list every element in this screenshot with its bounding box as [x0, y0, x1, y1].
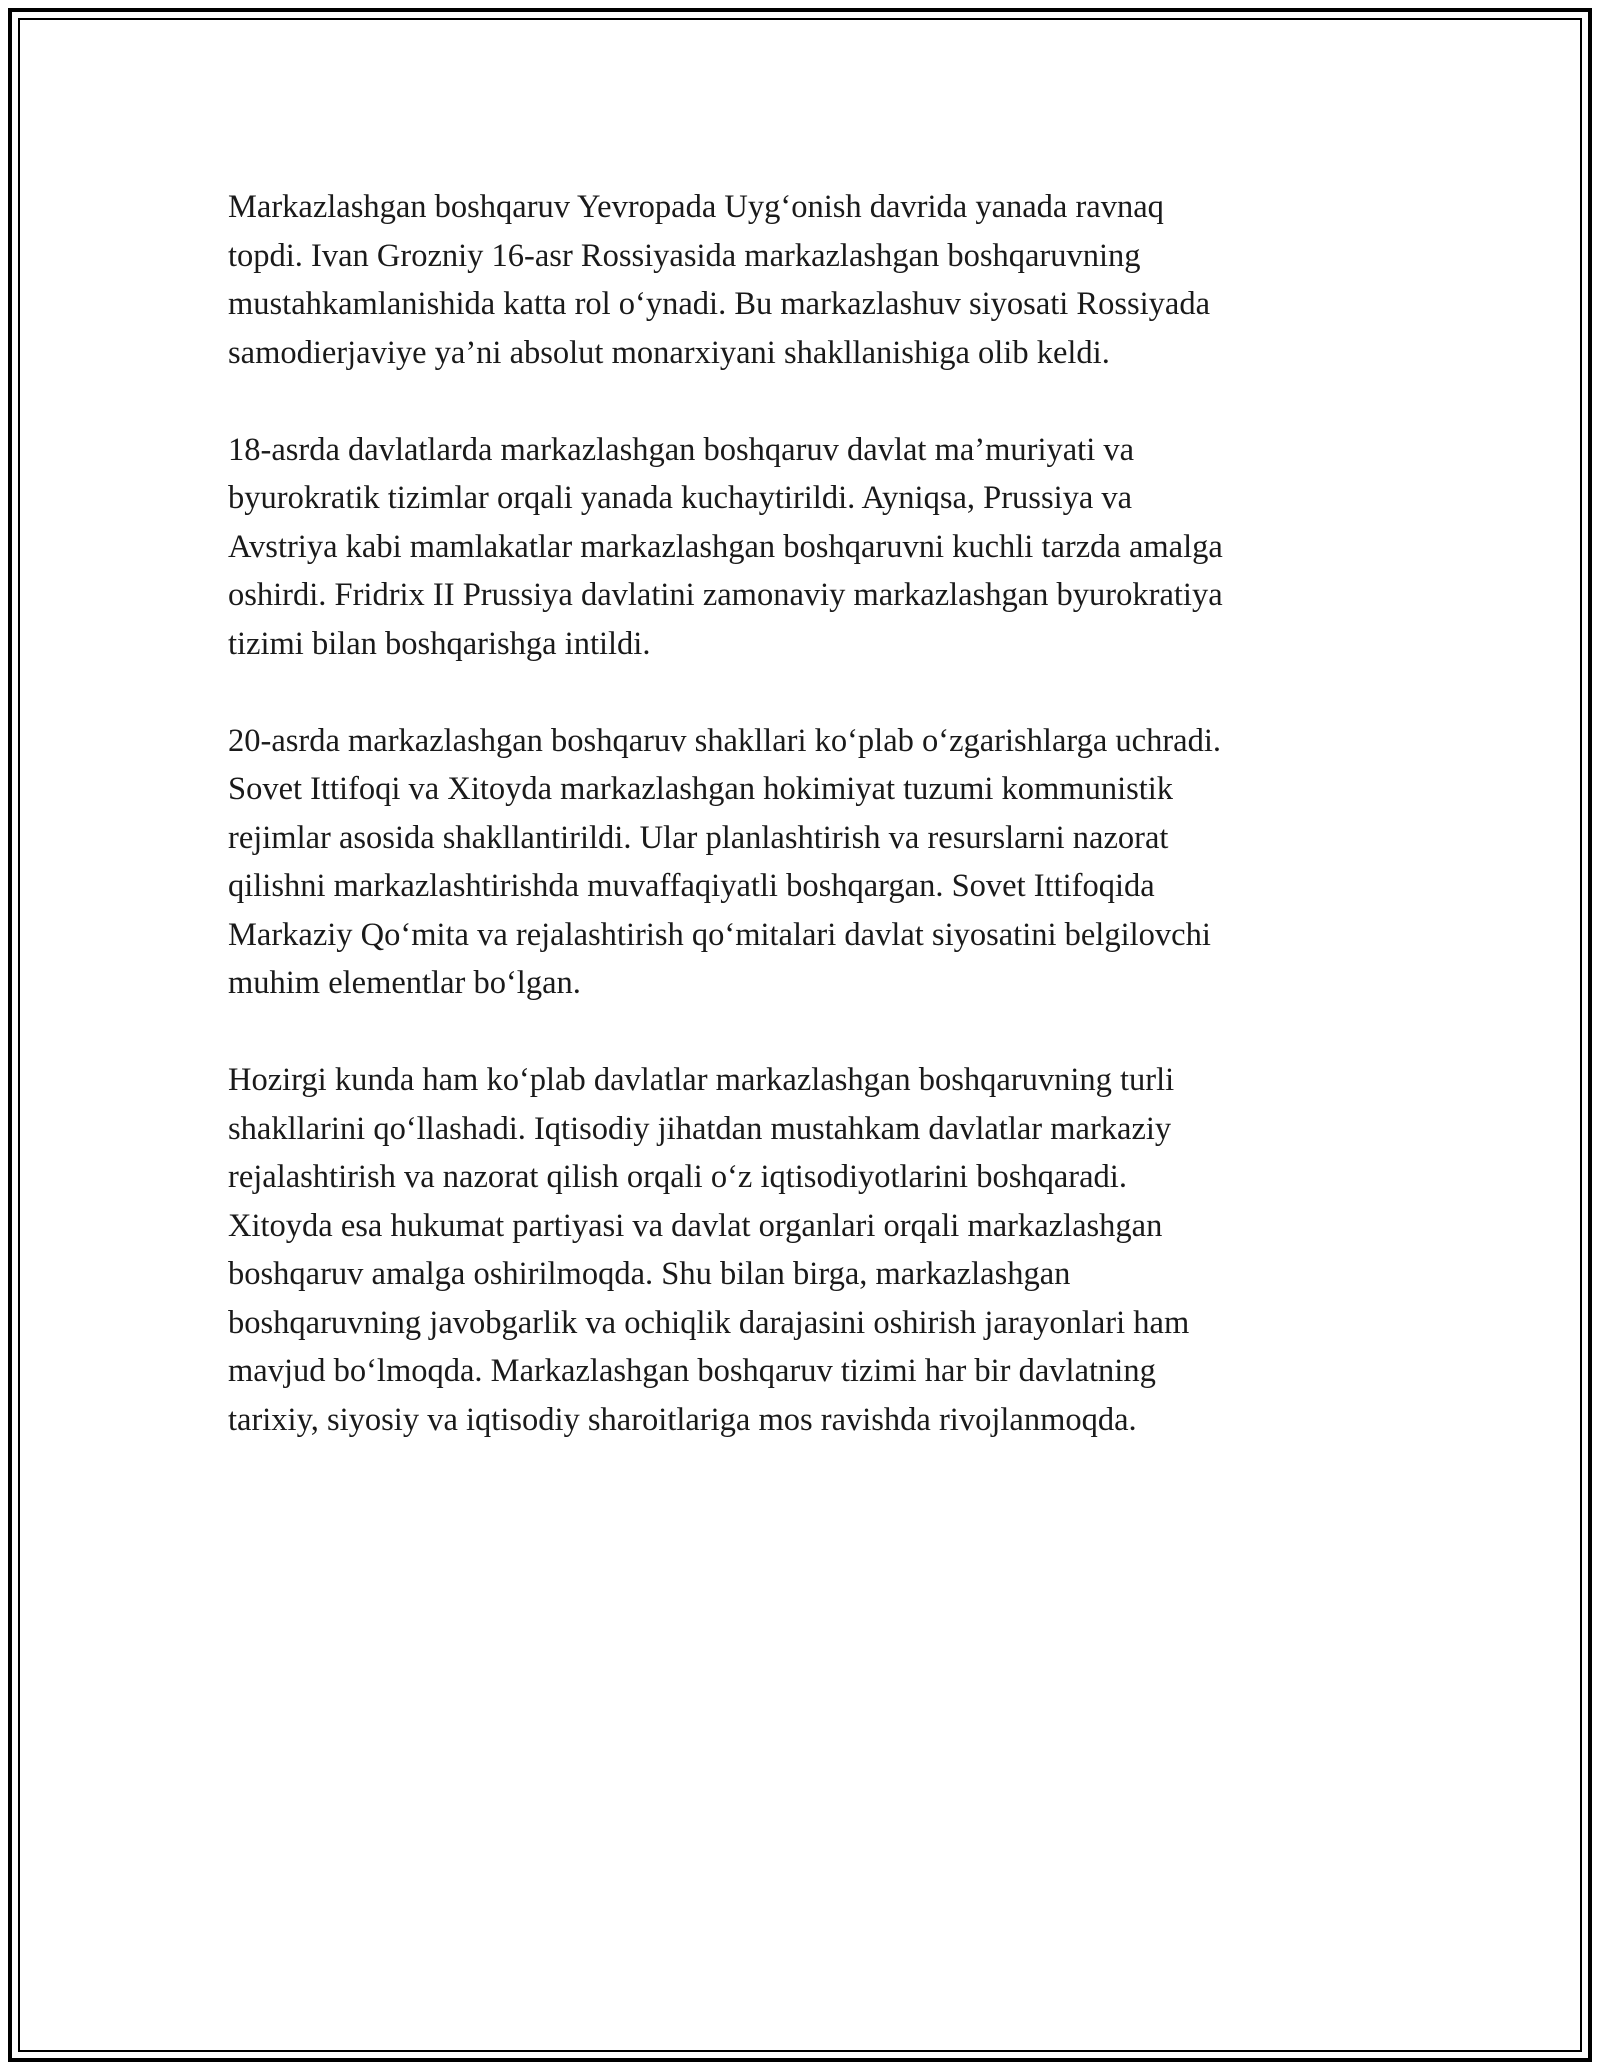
text-line: muhim elementlar bo‘lgan. [228, 965, 581, 1001]
paragraph-4 [228, 1056, 1378, 1444]
text-line: rejalashtirish va nazorat qilish orqali o‘z iqtisodiyotlarini boshqaradi. [228, 1159, 1127, 1195]
text-line: tarixiy, siyosiy va iqtisodiy sharoitlariga mos ravishda rivojlanmoqda. [228, 1401, 1137, 1438]
document-body [228, 183, 1378, 1493]
text-line: Markaziy Qo‘mita va rejalashtirish qo‘mitalari davlat siyosatini belgilovchi [228, 916, 1211, 953]
text-line: qilishni markazlashtirishda muvaffaqiyatli boshqargan. Sovet Ittifoqida [228, 868, 1155, 904]
text-line: Avstriya kabi mamlakatlar markazlashgan boshqaruvni kuchli tarzda amalga [228, 528, 1223, 565]
text-line: Sovet Ittifoqi va Xitoyda markazlashgan hokimiyat tuzumi kommunistik [228, 771, 1174, 807]
text-line: Hozirgi kunda ham ko‘plab davlatlar markazlashgan boshqaruvning turli [228, 1062, 1175, 1098]
text-line: Xitoyda esa hukumat partiyasi va davlat organlari orqali markazlashgan [228, 1207, 1163, 1244]
text-line: shakllarini qo‘llashadi. Iqtisodiy jihatdan mustahkam davlatlar markaziy [228, 1110, 1172, 1147]
text-line: 20-asrda markazlashgan boshqaruv shakllari ko‘plab o‘zgarishlarga uchradi. [228, 722, 1221, 759]
text-line: rejimlar asosida shakllantirildi. Ular planlashtirish va resurslarni nazorat [228, 819, 1169, 856]
text-line: byurokratik tizimlar orqali yanada kuchaytirildi. Ayniqsa, Prussiya va [228, 480, 1133, 516]
text-line: tizimi bilan boshqarishga intildi. [228, 625, 651, 662]
text-line: topdi. Ivan Grozniy 16-asr Rossiyasida markazlashgan boshqaruvning [228, 237, 1141, 274]
paragraph-1 [228, 183, 1378, 377]
text-line: 18-asrda davlatlarda markazlashgan boshqaruv davlat ma’muriyati va [228, 431, 1135, 468]
text-line: boshqaruv amalga oshirilmoqda. Shu bilan birga, markazlashgan [228, 1256, 1071, 1292]
text-line: Markazlashgan boshqaruv Yevropada Uyg‘onish davrida yanada ravnaq [228, 189, 1164, 225]
paragraph-2 [228, 426, 1378, 669]
text-line: mustahkamlanishida katta rol o‘ynadi. Bu markazlashuv siyosati Rossiyada [228, 286, 1211, 322]
text-line: boshqaruvning javobgarlik va ochiqlik darajasini oshirish jarayonlari ham [228, 1304, 1190, 1341]
text-line: mavjud bo‘lmoqda. Markazlashgan boshqaruv tizimi har bir davlatning [228, 1353, 1156, 1389]
paragraph-3 [228, 717, 1378, 1008]
text-line: samodierjaviye ya’ni absolut monarxiyani shakllanishiga olib keldi. [228, 334, 1110, 371]
text-line: oshirdi. Fridrix II Prussiya davlatini zamonaviy markazlashgan byurokratiya [228, 577, 1223, 613]
